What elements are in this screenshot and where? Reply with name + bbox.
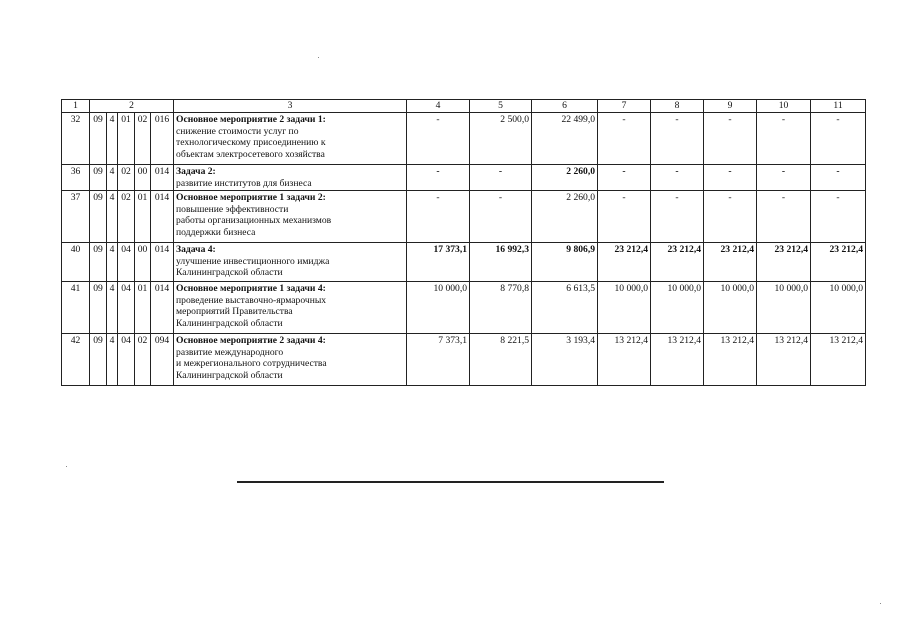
code-cell: 02 — [135, 334, 151, 386]
description-title: Основное мероприятие 2 задачи 1: — [176, 114, 326, 125]
value-cell: 2 500,0 — [470, 113, 532, 165]
header-col-5: 5 — [470, 100, 532, 113]
code-cell: 01 — [135, 282, 151, 334]
description-cell — [174, 113, 407, 165]
value-cell: - — [704, 191, 757, 243]
description-title: Основное мероприятие 1 задачи 4: — [176, 283, 326, 294]
description-line: Калининградской области — [176, 267, 283, 278]
description-line: и межрегионального сотрудничества — [176, 358, 327, 369]
value-cell: 2 260,0 — [532, 165, 598, 191]
code-cell: 4 — [107, 113, 118, 165]
code-cell: 01 — [118, 113, 135, 165]
code-cell: 09 — [90, 191, 107, 243]
row-number: 40 — [62, 243, 90, 282]
header-col-4: 4 — [407, 100, 470, 113]
value-cell: 13 212,4 — [811, 334, 866, 386]
code-cell: 4 — [107, 243, 118, 282]
header-col-1: 1 — [62, 100, 90, 113]
value-cell: - — [598, 113, 651, 165]
code-cell: 04 — [118, 243, 135, 282]
code-cell: 04 — [118, 334, 135, 386]
description-line: повышение эффективности — [176, 203, 289, 215]
description-line: снижение стоимости услуг по — [176, 125, 299, 137]
table-row — [62, 165, 866, 191]
value-cell: - — [651, 191, 704, 243]
table-header — [62, 100, 866, 113]
header-col-8: 8 — [651, 100, 704, 113]
description-line: Калининградской области — [176, 369, 283, 381]
code-cell: 02 — [118, 165, 135, 191]
row-number: 41 — [62, 282, 90, 334]
description-title: Основное мероприятие 1 задачи 2: — [176, 192, 326, 203]
value-cell: 10 000,0 — [651, 282, 704, 334]
value-cell: 23 212,4 — [757, 243, 811, 282]
code-cell: 09 — [90, 243, 107, 282]
value-cell: 8 221,5 — [470, 334, 532, 386]
row-number: 37 — [62, 191, 90, 243]
scan-speck — [880, 603, 881, 604]
value-cell: - — [811, 165, 866, 191]
value-cell: - — [407, 113, 470, 165]
code-cell: 09 — [90, 165, 107, 191]
description-cell — [174, 191, 407, 243]
header-col-6: 6 — [532, 100, 598, 113]
header-col-9: 9 — [704, 100, 757, 113]
description-title: Основное мероприятие 2 задачи 4: — [176, 335, 326, 346]
value-cell: 23 212,4 — [704, 243, 757, 282]
row-number: 36 — [62, 165, 90, 191]
code-cell: 09 — [90, 282, 107, 334]
value-cell: 13 212,4 — [757, 334, 811, 386]
description-title: Задача 2: — [176, 166, 216, 177]
table-row — [62, 191, 866, 243]
value-cell: - — [811, 113, 866, 165]
description-title: Задача 4: — [176, 244, 216, 255]
code-cell: 4 — [107, 165, 118, 191]
scan-speck — [318, 57, 319, 58]
code-cell: 4 — [107, 282, 118, 334]
value-cell: 9 806,9 — [532, 243, 598, 282]
value-cell: 13 212,4 — [598, 334, 651, 386]
description-line: проведение выставочно-ярмарочных — [176, 294, 327, 306]
code-cell: 00 — [135, 165, 151, 191]
value-cell: - — [470, 191, 532, 243]
value-cell: - — [598, 165, 651, 191]
value-cell: 10 000,0 — [407, 282, 470, 334]
description-line: поддержки бизнеса — [176, 226, 256, 238]
value-cell: 22 499,0 — [532, 113, 598, 165]
description-cell — [174, 243, 407, 282]
row-number: 42 — [62, 334, 90, 386]
code-cell: 09 — [90, 113, 107, 165]
description-line: развитие институтов для бизнеса — [176, 177, 312, 189]
description-line: объектам электросетевого хозяйства — [176, 148, 325, 160]
code-cell: 09 — [90, 334, 107, 386]
value-cell: - — [651, 165, 704, 191]
description-line: мероприятий Правительства — [176, 306, 293, 317]
value-cell: 23 212,4 — [598, 243, 651, 282]
code-cell: 016 — [151, 113, 174, 165]
value-cell: - — [757, 191, 811, 243]
value-cell: 10 000,0 — [811, 282, 866, 334]
description-cell — [174, 282, 407, 334]
header-col-10: 10 — [757, 100, 811, 113]
value-cell: - — [470, 165, 532, 191]
code-cell: 014 — [151, 165, 174, 191]
value-cell: 13 212,4 — [651, 334, 704, 386]
value-cell: 17 373,1 — [407, 243, 470, 282]
code-cell: 014 — [151, 191, 174, 243]
code-cell: 01 — [135, 191, 151, 243]
code-cell: 00 — [135, 243, 151, 282]
code-cell: 4 — [107, 334, 118, 386]
value-cell: - — [704, 113, 757, 165]
value-cell: 6 613,5 — [532, 282, 598, 334]
description-line: технологическому присоединению к — [176, 137, 326, 148]
value-cell: - — [757, 113, 811, 165]
header-col-11: 11 — [811, 100, 866, 113]
value-cell: 3 193,4 — [532, 334, 598, 386]
code-cell: 014 — [151, 243, 174, 282]
description-line: Калининградской области — [176, 317, 283, 329]
value-cell: - — [704, 165, 757, 191]
scan-speck — [66, 466, 67, 467]
header-row — [62, 100, 866, 113]
code-cell: 014 — [151, 282, 174, 334]
table-row — [62, 282, 866, 334]
table-row — [62, 113, 866, 165]
description-line: работы организационных механизмов — [176, 215, 332, 226]
code-cell: 02 — [135, 113, 151, 165]
value-cell: 2 260,0 — [532, 191, 598, 243]
value-cell: - — [598, 191, 651, 243]
value-cell: 8 770,8 — [470, 282, 532, 334]
value-cell: 10 000,0 — [704, 282, 757, 334]
description-line: улучшение инвестиционного имиджа — [176, 255, 330, 267]
value-cell: 10 000,0 — [757, 282, 811, 334]
code-cell: 4 — [107, 191, 118, 243]
code-cell: 02 — [118, 191, 135, 243]
description-line: развитие международного — [176, 346, 284, 358]
code-cell: 094 — [151, 334, 174, 386]
table-row — [62, 243, 866, 282]
value-cell: 23 212,4 — [651, 243, 704, 282]
description-cell — [174, 334, 407, 386]
value-cell: 7 373,1 — [407, 334, 470, 386]
value-cell: - — [811, 191, 866, 243]
value-cell: 10 000,0 — [598, 282, 651, 334]
header-col-3: 3 — [174, 100, 407, 113]
row-number: 32 — [62, 113, 90, 165]
closing-rule — [237, 481, 664, 483]
header-col-2: 2 — [90, 100, 174, 113]
table-row — [62, 334, 866, 386]
description-cell — [174, 165, 407, 191]
value-cell: 13 212,4 — [704, 334, 757, 386]
value-cell: - — [651, 113, 704, 165]
value-cell: - — [407, 191, 470, 243]
value-cell: 16 992,3 — [470, 243, 532, 282]
code-cell: 04 — [118, 282, 135, 334]
value-cell: - — [407, 165, 470, 191]
value-cell: 23 212,4 — [811, 243, 866, 282]
budget-table — [61, 99, 866, 386]
header-col-7: 7 — [598, 100, 651, 113]
table-body — [62, 113, 866, 386]
value-cell: - — [757, 165, 811, 191]
